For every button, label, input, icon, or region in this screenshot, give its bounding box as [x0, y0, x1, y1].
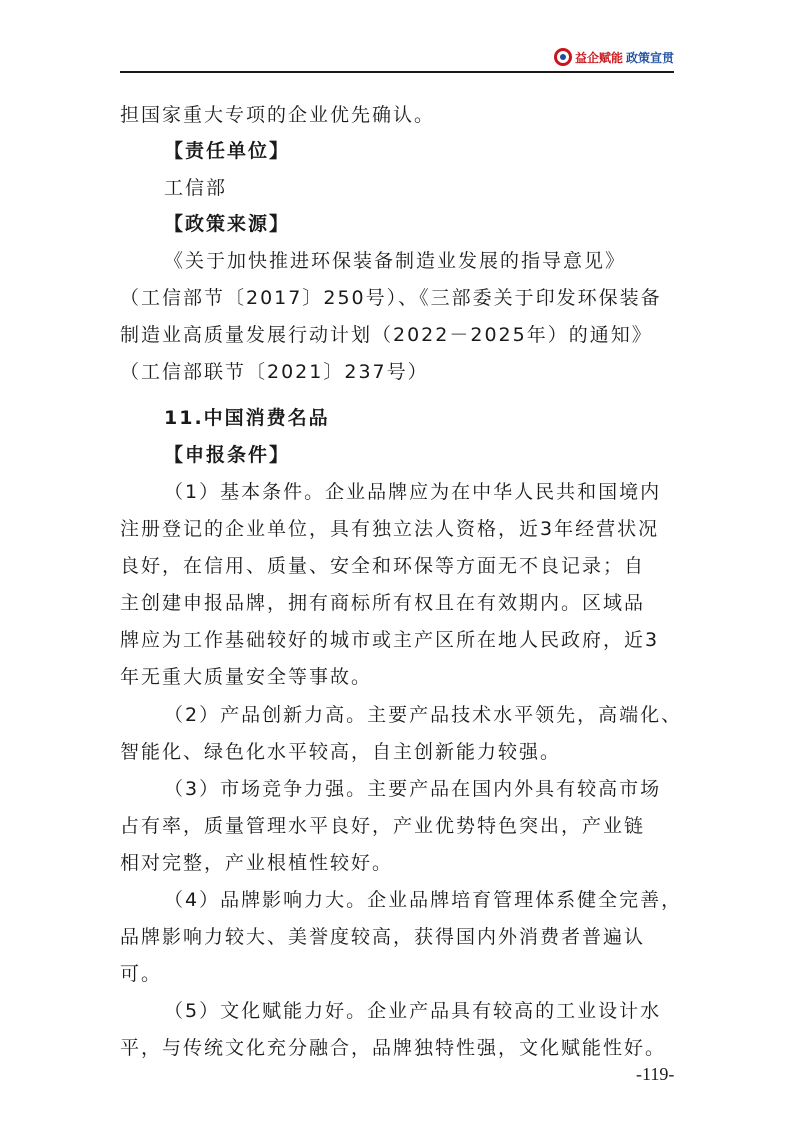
paragraph-line: 注册登记的企业单位，具有独立法人资格，近3年经营状况 [120, 518, 660, 540]
paragraph-line: （1）基本条件。企业品牌应为在中华人民共和国境内 [164, 481, 662, 503]
paragraph-line: （2）产品创新力高。主要产品技术水平领先，高端化、 [164, 704, 683, 726]
section-heading-policy-source: 【政策来源】 [164, 213, 291, 235]
paragraph-line: 良好，在信用、质量、安全和环保等方面无不良记录；自 [120, 555, 646, 577]
logo-text-secondary: 政策宣贯 [625, 50, 674, 65]
paragraph-line: 相对完整，产业根植性较好。 [120, 852, 394, 874]
policy-source-line: 《关于加快推进环保装备制造业发展的指导意见》 [164, 250, 627, 272]
paragraph-line: 年无重大质量安全等事故。 [120, 666, 373, 688]
paragraph-line: （4）品牌影响力大。企业品牌培育管理体系健全完善， [164, 889, 683, 911]
brand-logo [554, 48, 674, 66]
page-number: -119- [636, 1064, 675, 1084]
brand-logo-icon [554, 48, 572, 66]
paragraph-line: （5）文化赋能力好。企业产品具有较高的工业设计水 [164, 1000, 662, 1022]
paragraph-line: 担国家重大专项的企业优先确认。 [120, 104, 436, 126]
logo-text-primary: 益企赋能 [574, 50, 623, 65]
paragraph-line: 智能化、绿色化水平较高，自主创新能力较强。 [120, 741, 562, 763]
section-heading-responsible-unit: 【责任单位】 [164, 140, 291, 162]
header-rule [120, 71, 674, 73]
paragraph-line: 可。 [120, 963, 163, 985]
policy-source-line: （工信部联节〔2021〕237号） [120, 361, 429, 383]
policy-source-line: （工信部节〔2017〕250号）、《三部委关于印发环保装备 [120, 287, 662, 309]
responsible-unit-value: 工信部 [164, 177, 228, 199]
policy-source-line: 制造业高质量发展行动计划（2022－2025年）的通知》 [120, 324, 653, 346]
paragraph-line: 主创建申报品牌，拥有商标所有权且在有效期内。区域品 [120, 592, 646, 614]
paragraph-line: 牌应为工作基础较好的城市或主产区所在地人民政府，近3 [120, 629, 660, 651]
paragraph-line: 占有率，质量管理水平良好，产业优势特色突出，产业链 [120, 815, 646, 837]
paragraph-line: 品牌影响力较大、美誉度较高，获得国内外消费者普遍认 [120, 926, 646, 948]
item-title: 11.中国消费名品 [164, 407, 330, 429]
paragraph-line: （3）市场竞争力强。主要产品在国内外具有较高市场 [164, 778, 662, 800]
section-heading-application-conditions: 【申报条件】 [164, 444, 291, 466]
paragraph-line: 平，与传统文化充分融合，品牌独特性强，文化赋能性好。 [120, 1037, 667, 1059]
